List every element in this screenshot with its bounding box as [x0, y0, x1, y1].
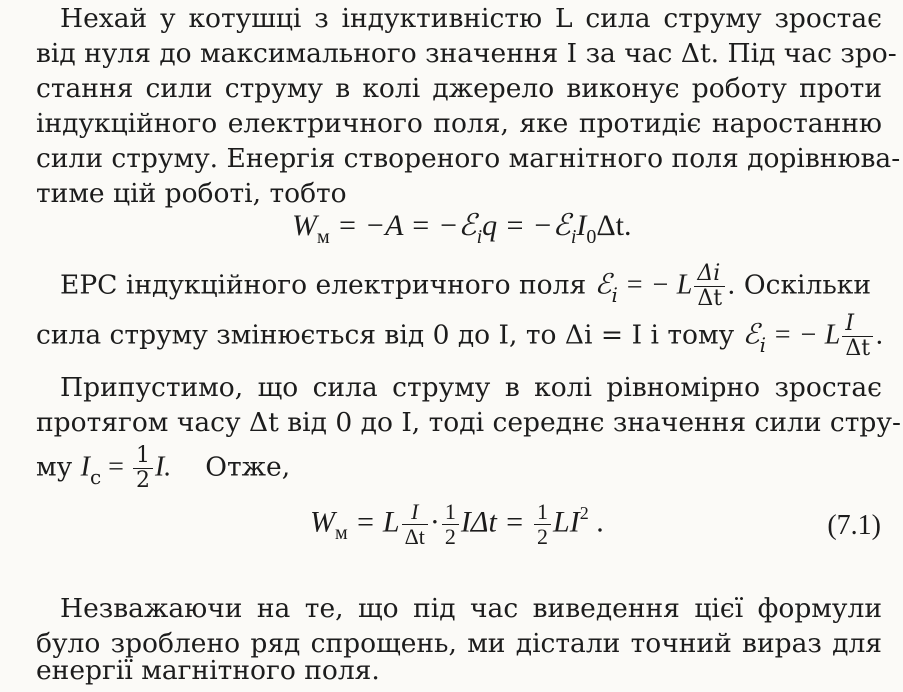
formula-energy-work — [292, 206, 632, 249]
f1-I: I — [576, 209, 587, 242]
p2-frac1-den: Δt — [697, 286, 723, 311]
para1-line-5: сили струму. Енергія створеного магнітного поля дорівнюва- — [36, 143, 901, 174]
p3-Ic-tail: I. — [154, 451, 172, 483]
p3-Ic-eq: = — [101, 451, 131, 483]
p3-fraction-half — [133, 444, 153, 493]
p2-frac1-num: Δi — [694, 262, 725, 287]
p2-text2: сила струму змінюється від 0 до I, то Δi = I і тому — [36, 319, 743, 351]
f2-W: W — [310, 505, 335, 539]
para2-line-1 — [60, 262, 871, 311]
p3-otzhe: Отже, — [205, 451, 291, 483]
f2-eq: = L — [347, 505, 400, 539]
p3-Ic: I — [80, 451, 90, 483]
para1-line-2: від нуля до максимального значення I за час Δt. Під час зро- — [36, 38, 897, 69]
f2-f1-num: I — [402, 500, 428, 525]
f1-dt: Δt. — [596, 209, 632, 242]
f2-fraction-1 — [402, 500, 428, 549]
p2-frac2-num: I — [842, 312, 873, 337]
f1-sub-i2: i — [570, 226, 577, 248]
para4-line-3: енергії магнітного поля. — [36, 655, 380, 686]
equation-number: (7.1) — [827, 510, 881, 541]
f2-f2-num: 1 — [442, 500, 459, 525]
para1-line-3: стання сили струму в колі джерело виконує роботу проти — [36, 73, 882, 104]
para1-line-1: Нехай у котушці з індуктивністю L сила струму зростає — [60, 3, 882, 34]
p3-Ic-sub: c — [89, 464, 102, 489]
f2-end: . — [588, 505, 604, 539]
f2-f3-num: 1 — [534, 500, 551, 525]
para1-line-4: індукційного електричного поля, яке протидіє наростанню — [36, 108, 882, 139]
p2-tail1: . Оскільки — [727, 269, 872, 301]
para4-line-1: Незважаючи на те, що під час виведення цієї формули — [60, 593, 882, 624]
p3-half-den: 2 — [135, 468, 150, 493]
p2-tail2: . — [875, 319, 884, 351]
p2-frac2-den: Δt — [845, 336, 871, 361]
para3-line-3 — [36, 444, 290, 493]
p3-pre: му — [36, 451, 81, 483]
f1-q: q = −ℰ — [482, 209, 571, 242]
p2-emf-sub: i — [611, 282, 618, 307]
f2-f1-den: Δt — [404, 524, 425, 549]
f2-fraction-3 — [534, 500, 551, 549]
f1-W: W — [292, 209, 317, 242]
para4-line-2: було зроблено ряд спрощень, ми дістали точний вираз для — [36, 628, 882, 659]
f1-eq1: = −A = −ℰ — [329, 209, 477, 242]
para1-line-6: тиме цій роботі, тобто — [36, 178, 347, 209]
p3-half-num: 1 — [133, 444, 153, 469]
f2-mid: IΔt = — [460, 505, 533, 539]
f2-f3-den: 2 — [537, 524, 549, 549]
p2-eq: = − L — [617, 269, 693, 301]
f1-sub-0: 0 — [586, 226, 597, 248]
f1-sub-m: м — [317, 226, 330, 248]
para2-line-2 — [36, 312, 884, 361]
p2-eq-2: = − L — [765, 319, 841, 351]
f2-tail: LI — [553, 505, 580, 539]
para3-line-1: Припустимо, що сила струму в колі рівномірно зростає — [60, 372, 882, 403]
p2-fraction-2 — [842, 312, 873, 361]
para3-line-2: протягом часу Δt від 0 до I, тоді середнє значення сили стру- — [36, 407, 901, 438]
p2-fraction-1 — [694, 262, 725, 311]
f2-square: 2 — [579, 503, 589, 524]
f2-fraction-2 — [442, 500, 459, 549]
f2-dot: · — [429, 505, 440, 539]
p2-emf-sub-2: i — [759, 332, 766, 357]
f2-f2-den: 2 — [444, 524, 456, 549]
formula-7-1 — [310, 500, 604, 549]
p2-emf-symbol-2: ℰ — [742, 319, 760, 351]
f1-sub-i1: i — [476, 226, 483, 248]
p2-emf-symbol: ℰ — [594, 269, 612, 301]
p2-text1: ЕРС індукційного електричного поля — [60, 269, 595, 301]
f2-sub-m: м — [335, 522, 348, 545]
